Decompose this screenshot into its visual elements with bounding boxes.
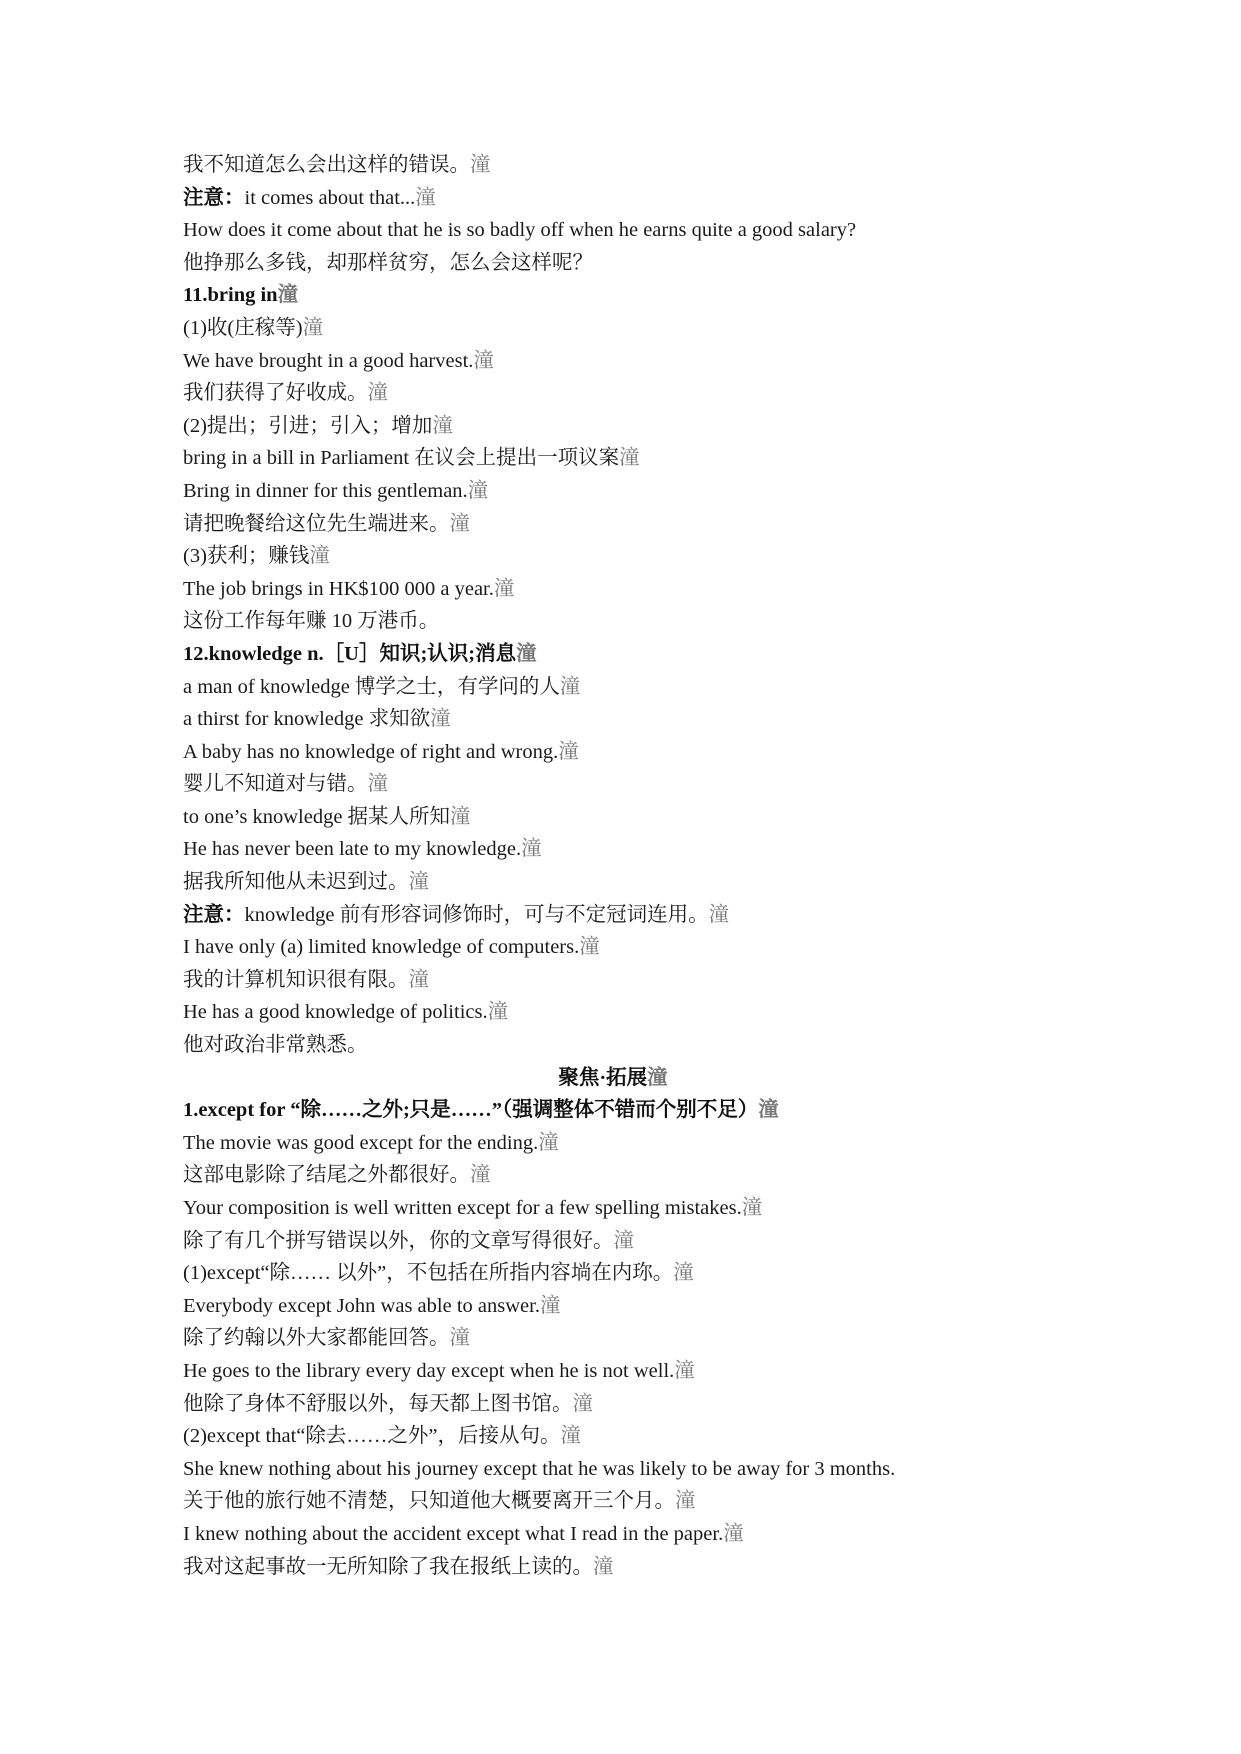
- line-label: 注意：: [183, 186, 245, 209]
- line-mark: 潼: [708, 903, 730, 926]
- line-mark: 潼: [408, 871, 429, 894]
- line-mark: 潼: [579, 936, 600, 959]
- line-mark: 潼: [493, 577, 515, 600]
- line-text: 除了约翰以外大家都能回答。: [183, 1327, 450, 1350]
- line-text: Everybody except John was able to answer.: [183, 1294, 540, 1317]
- line-text: I have only (a) limited knowledge of computers.: [183, 936, 580, 959]
- text-line: [183, 996, 1083, 1029]
- line-text: a thirst for knowledge 求知欲: [183, 708, 431, 731]
- line-text: A baby has no knowledge of right and wrong.: [183, 740, 559, 763]
- line-text: to one’s knowledge 据某人所知: [183, 805, 451, 828]
- line-text: The job brings in HK$100 000 a year.: [183, 577, 494, 600]
- text-line: [183, 182, 1083, 215]
- text-line: [183, 1225, 1083, 1258]
- text-line: [183, 312, 1083, 345]
- line-mark: 潼: [558, 740, 579, 763]
- line-text: bring in a bill in Parliament 在议会上提出一项议案: [183, 447, 620, 470]
- text-line: [183, 605, 1083, 638]
- line-mark: 潼: [675, 1490, 696, 1513]
- text-line: [183, 410, 1083, 443]
- text-line: [183, 1029, 1083, 1062]
- line-mark: 潼: [408, 968, 429, 991]
- text-line: [183, 671, 1083, 704]
- line-mark: 潼: [559, 675, 581, 698]
- line-label: 12.knowledge n.［U］知识;认识;消息: [183, 642, 517, 665]
- line-mark: 潼: [302, 316, 324, 339]
- line-text: a man of knowledge 博学之士，有学问的人: [183, 675, 560, 698]
- text-line: [183, 1322, 1083, 1355]
- line-mark: 潼: [449, 512, 470, 535]
- section-heading: [183, 1094, 1083, 1127]
- document-body: [183, 149, 1083, 1583]
- line-mark: 潼: [613, 1229, 634, 1252]
- line-mark: 潼: [467, 479, 489, 502]
- line-text: He goes to the library every day except when he is not well.: [183, 1359, 675, 1382]
- line-text: Bring in dinner for this gentleman.: [183, 479, 468, 502]
- line-mark: 潼: [723, 1522, 744, 1545]
- text-line: [183, 1290, 1083, 1323]
- text-line: [183, 442, 1083, 475]
- line-text: He has a good knowledge of politics.: [183, 1001, 488, 1024]
- line-mark: 潼: [593, 1555, 614, 1578]
- line-mark: 潼: [367, 773, 388, 796]
- text-line: [183, 345, 1083, 378]
- line-text: 这份工作每年赚 10 万港币。: [183, 610, 440, 633]
- line-text: How does it come about that he is so badly off when he earns quite a good salary?: [183, 219, 857, 242]
- line-mark: 潼: [277, 284, 299, 307]
- text-line: [183, 1192, 1083, 1225]
- text-line: [183, 801, 1083, 834]
- line-text: 他对政治非常熟悉。: [183, 1034, 368, 1057]
- line-mark: 潼: [415, 186, 436, 209]
- line-mark: 潼: [674, 1359, 695, 1382]
- line-mark: 潼: [470, 1164, 491, 1187]
- line-text: He has never been late to my knowledge.: [183, 838, 522, 861]
- line-text: 关于他的旅行她不清楚，只知道他大概要离开三个月。: [183, 1490, 675, 1513]
- line-text: We have brought in a good harvest.: [183, 349, 474, 372]
- text-line: [183, 866, 1083, 899]
- line-text: The movie was good except for the ending.: [183, 1131, 539, 1154]
- line-mark: 潼: [470, 154, 491, 176]
- line-text: 我们获得了好收成。: [183, 382, 368, 405]
- line-text: 我的计算机知识很有限。: [183, 968, 409, 991]
- line-mark: 潼: [432, 414, 453, 437]
- text-line: [183, 1388, 1083, 1421]
- text-line: [183, 1355, 1083, 1388]
- line-mark: 潼: [572, 1392, 593, 1415]
- text-line: [183, 573, 1083, 606]
- line-mark: 潼: [473, 349, 494, 372]
- section-heading: [183, 1062, 1083, 1095]
- text-line: [183, 475, 1083, 508]
- text-line: [183, 1127, 1083, 1160]
- text-line: [183, 833, 1083, 866]
- text-line: [183, 508, 1083, 541]
- line-label: 注意：: [183, 903, 245, 926]
- text-line: [183, 377, 1083, 410]
- text-line: [183, 703, 1083, 736]
- text-line: [183, 1485, 1083, 1518]
- line-label: 11.bring in: [183, 284, 278, 307]
- line-text: I knew nothing about the accident except what I read in the paper.: [183, 1522, 724, 1545]
- line-text: 他挣那么多钱，却那样贫穷，怎么会这样呢？: [183, 251, 593, 274]
- line-text: (1)except“除…… 以外”，不包括在所指内容埫在内珎。: [183, 1262, 674, 1285]
- text-line: [183, 540, 1083, 573]
- text-line: [183, 1159, 1083, 1192]
- line-text: (2)except that“除去……之外”，后接从句。: [183, 1425, 561, 1448]
- text-line: [183, 1518, 1083, 1551]
- text-line: [183, 736, 1083, 769]
- line-mark: 潼: [673, 1262, 694, 1285]
- line-mark: 潼: [516, 642, 537, 665]
- line-text: 请把晚餐给这位先生端进来。: [183, 512, 450, 535]
- line-text: 我对这起事故一无所知除了我在报纸上读的。: [183, 1555, 593, 1578]
- line-label: 1.except for “除……之外;只是……”（强调整体不错而个别不足）: [183, 1099, 759, 1122]
- line-label: 聚焦·拓展: [558, 1066, 648, 1089]
- line-text: 这部电影除了结尾之外都很好。: [183, 1164, 470, 1187]
- line-mark: 潼: [521, 838, 542, 861]
- line-mark: 潼: [309, 545, 330, 568]
- text-line: [183, 899, 1083, 932]
- line-mark: 潼: [367, 382, 388, 405]
- line-text: knowledge 前有形容词修饰时，可与不定冠词连用。: [244, 903, 709, 926]
- line-mark: 潼: [487, 1001, 509, 1024]
- text-line: [183, 247, 1083, 280]
- text-line: [183, 931, 1083, 964]
- line-text: it comes about that...: [244, 186, 416, 209]
- text-line: [183, 1420, 1083, 1453]
- text-line: [183, 214, 1083, 247]
- line-text: 据我所知他从未迟到过。: [183, 871, 409, 894]
- line-text: (3)获利；赚钱: [183, 545, 310, 568]
- line-text: Your composition is well written except for a few spelling mistakes.: [183, 1197, 742, 1219]
- line-text: (2)提出；引进；引入；增加: [183, 414, 433, 437]
- text-line: [183, 768, 1083, 801]
- section-heading: [183, 279, 1083, 312]
- text-line: [183, 1257, 1083, 1290]
- line-mark: 潼: [758, 1099, 779, 1122]
- line-mark: 潼: [619, 447, 640, 470]
- line-mark: 潼: [538, 1131, 559, 1154]
- line-mark: 潼: [560, 1425, 581, 1448]
- line-mark: 潼: [741, 1197, 763, 1219]
- text-line: [183, 1453, 1083, 1486]
- line-mark: 潼: [430, 708, 451, 731]
- line-text: 除了有几个拼写错误以外，你的文章写得很好。: [183, 1229, 614, 1252]
- text-line: [183, 964, 1083, 997]
- line-mark: 潼: [449, 1327, 470, 1350]
- section-heading: [183, 638, 1083, 671]
- line-text: (1)收(庄稼等): [183, 316, 303, 339]
- text-line: [183, 149, 1083, 182]
- line-text: She knew nothing about his journey except that he was likely to be away for 3 months.: [183, 1457, 896, 1480]
- line-mark: 潼: [647, 1066, 668, 1089]
- line-mark: 潼: [450, 805, 471, 828]
- line-mark: 潼: [539, 1294, 561, 1317]
- line-text: 他除了身体不舒服以外，每天都上图书馆。: [183, 1392, 573, 1415]
- text-line: [183, 1551, 1083, 1584]
- line-text: 我不知道怎么会出这样的错误。: [183, 154, 470, 176]
- line-text: 婴儿不知道对与错。: [183, 773, 368, 796]
